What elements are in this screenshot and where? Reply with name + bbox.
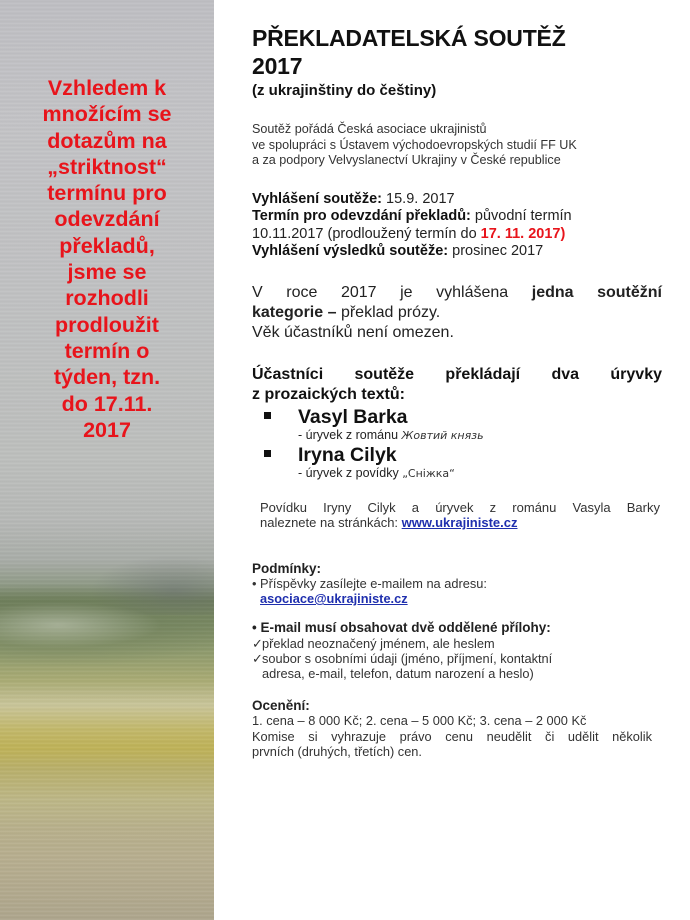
notice-line: týden, tzn. xyxy=(53,365,161,390)
deadline-value: původní termín xyxy=(470,208,572,224)
find-line-2 xyxy=(260,515,660,531)
notice-line: Vzhledem k xyxy=(47,76,167,100)
awards-note: Komise si vyhrazuje právo cenu neudělit či udělit několik xyxy=(252,728,652,744)
organizer-line: Soutěž pořádá Česká asociace ukrajinistů xyxy=(252,122,487,136)
attachment-text: překlad neoznačený jménem, ale heslem xyxy=(262,635,495,651)
author-name: Vasyl Barka xyxy=(298,405,408,428)
awards-heading: Ocenění: xyxy=(252,697,310,713)
painting-hill xyxy=(0,585,214,665)
deadline-label: Termín pro odevzdání překladů: xyxy=(252,208,471,224)
notice-line: „striktnost“ xyxy=(47,154,167,179)
deadline-original: 10.11.2017 (prodloužený termín do xyxy=(252,225,481,242)
deadline-extended xyxy=(252,226,662,244)
notice-line: jsme se xyxy=(67,260,147,285)
notice-line: překladů, xyxy=(59,233,155,258)
attachment-item xyxy=(252,651,662,666)
conditions-heading: Podmínky: xyxy=(252,560,322,576)
main-content xyxy=(252,24,662,760)
excerpt-prefix: - úryvek z povídky xyxy=(298,465,403,480)
notice-line: rozhodli xyxy=(65,286,149,311)
author-item xyxy=(252,406,662,428)
find-line: Povídku Iryny Cilyk a úryvek z románu Vasyla Barky xyxy=(260,499,660,515)
intro-line xyxy=(252,283,662,303)
notice-line: termínu pro xyxy=(47,181,167,206)
author-item xyxy=(252,444,662,466)
texts-location xyxy=(260,500,660,531)
conditions-section xyxy=(252,561,662,607)
email-link[interactable]: asociace@ukrajiniste.cz xyxy=(260,591,408,607)
notice-line: množícím se xyxy=(42,102,172,127)
title-year: 2017 xyxy=(252,53,303,79)
results-date xyxy=(252,243,662,261)
title-line: PŘEKLADATELSKÁ SOUTĚŽ xyxy=(252,25,566,51)
age-note: Věk účastníků není omezen. xyxy=(252,323,454,341)
page-title xyxy=(252,24,662,80)
category-intro xyxy=(252,283,662,343)
find-text: naleznete na stránkách: xyxy=(260,515,402,530)
organizer-line: ve spolupráci s Ústavem východoevropských studií FF UK xyxy=(252,137,577,152)
notice-line: 2017 xyxy=(83,417,131,442)
deadline xyxy=(252,208,662,226)
notice-line: odevzdání xyxy=(54,207,160,232)
checkmark-icon: ✓ xyxy=(252,635,263,651)
attachments-section xyxy=(252,620,662,681)
website-link[interactable]: www.ukrajiniste.cz xyxy=(401,515,518,530)
organizer-line: a za podpory Velvyslanectví Ukrajiny v České republice xyxy=(252,153,561,167)
prizes: 1. cena – 8 000 Kč; 2. cena – 5 000 Kč; 3. cena – 2 000 Kč xyxy=(252,713,587,729)
awards-note-2: prvních (druhých, třetích) cen. xyxy=(252,744,422,760)
send-instruction: • Příspěvky zasílejte e-mailem na adresu: xyxy=(252,575,487,591)
author-excerpt xyxy=(298,466,662,481)
attachment-text-cont: adresa, e-mail, telefon, datum narození a heslo) xyxy=(262,666,534,682)
notice-line: dotazům na xyxy=(47,128,167,153)
attachment-text: soubor s osobními údaji (jméno, příjmení, kontaktní xyxy=(262,650,553,666)
landscape-painting-panel xyxy=(0,0,214,920)
key-dates xyxy=(252,191,662,261)
intro-bold: jedna soutěžní xyxy=(531,283,662,301)
notice-line: termín o xyxy=(64,338,150,363)
square-bullet-icon xyxy=(264,450,271,457)
extended-deadline: 17. 11. 2017) xyxy=(480,225,566,242)
announcement-value: 15.9. 2017 xyxy=(382,190,455,207)
intro-line xyxy=(252,303,662,323)
square-bullet-icon xyxy=(264,412,271,419)
participants-section xyxy=(252,365,662,481)
checkmark-icon: ✓ xyxy=(252,650,263,666)
work-title: Жовтий князь xyxy=(401,428,484,442)
page-subtitle: (z ukrajinštiny do češtiny) xyxy=(252,82,437,99)
notice-line: do 17.11. xyxy=(61,391,153,416)
intro-bold: kategorie – xyxy=(252,303,341,321)
organizers xyxy=(252,122,662,169)
participants-heading-2: z prozaických textů: xyxy=(252,385,405,403)
results-value: prosinec 2017 xyxy=(448,243,544,259)
announcement-label: Vyhlášení soutěže: xyxy=(252,190,383,207)
announcement-date xyxy=(252,191,662,209)
notice-line: prodloužit xyxy=(55,312,159,337)
excerpt-prefix: - úryvek z románu xyxy=(298,427,402,442)
work-title: „Сніжка“ xyxy=(402,466,455,480)
participants-heading: Účastníci soutěže překládají dva úryvky xyxy=(252,365,662,383)
attachments-heading: • E-mail musí obsahovat dvě oddělené přílohy: xyxy=(252,620,551,636)
results-label: Vyhlášení výsledků soutěže: xyxy=(252,243,449,259)
author-excerpt xyxy=(298,428,662,443)
attachment-item xyxy=(252,636,662,651)
intro-text: překlad prózy. xyxy=(340,303,441,321)
extension-notice xyxy=(0,75,214,443)
author-name: Iryna Cilyk xyxy=(298,443,397,466)
intro-text: V roce 2017 je vyhlášena xyxy=(252,283,532,301)
awards-section xyxy=(252,698,662,760)
